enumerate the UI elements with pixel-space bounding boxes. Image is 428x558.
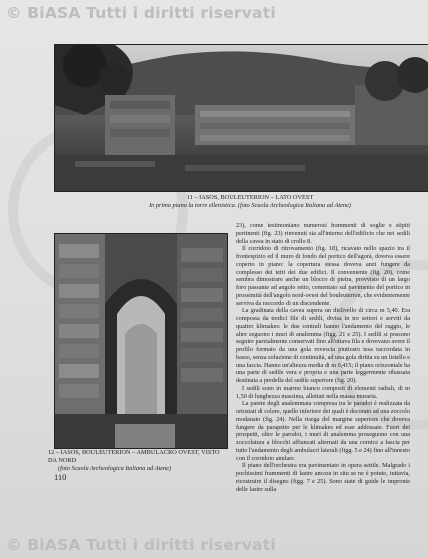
ruins-photo-image [55, 45, 428, 191]
page-number: 110 [54, 472, 67, 482]
watermark-top: © BiASA Tutti i diritti riservati [6, 4, 276, 22]
figure-11-caption-title: 11 – IASOS, BOULEUTERION – LATO OVEST [186, 194, 314, 201]
body-paragraph: Il corridoio di ritrovamento (fig. 18), ricavato nello spazio tra il frontespizio ed il muro di fondo del portico dell'agorà, doveva essere coperto in piano: la copertura stessa doveva anzi fungere da complesso dei tetti dei due edifici. Il conveniente (fig. 20), come sembra dimostrare anche un blocco di pietra, provvisto di un largo foro passante ad angolo retto, cementato sul pavimento del portico in prossimità dell'angolo nord-ovest del bouleuterion, che evidentemente serviva da raccordo di un discendente. [236, 245, 410, 307]
body-paragraph: 23), come testimoniano numerosi frammenti di soglie e stipiti pertinenti (fig. 23) rinvenuti sia all'interno dell'edificio che nei sedili della cavea in stato di crollo 8. [236, 222, 410, 245]
body-paragraph: La gradinata della cavea supera un dislivello di circa m 5,40. Era composta da tredici file di sedili, divisa in tre settori e serviti da quattro klimakes: le due centrali hanno l'andamento del raggio, le altre seguono i muri di analemma (figg. 21 e 25). I sedili si possono seguire parzialmente conservati fino all'ottava fila e dovevano avere il profilo formato da una gola rovescia piuttosto tesa raccordata in basso, senza soluzione di continuità, ad una gola diritta su un listello e una fascia. Hanno un'altezza media di m 0,415; il piano orizzontale ha una parte di sedile vera e propria e una parte leggermente ribassata destinata a predella del sedile superiore (fig. 20). [236, 307, 410, 384]
body-paragraph: La parete degli analemmata compresa tra le paradoi è realizzata da ortostati di colore, quello inferiore dei quali è decorato ad una zoccolo modanato (fig. 24). Nella risega del margine superiore che doveva fungere da parapetto per le klimakes ed esse addossate. Fuori dei prospetti, oltre le parodoi, i muri di analemma proseguono con una zoccolatura a blocchi affiancati alternati da una cornice a fascia per tutto l'andamento degli ambulacri laterali (figg. 5 e 24) fino all'innesto con il corridoio anulare. [236, 400, 410, 462]
body-paragraph: Il piano dell'orchestra era pavimentato in opera settile. Malgrado i pochissimi frammenti di lastre ancora in situ se ne è potuto, tuttavia, ricostruire il disegno (figg. 7 e 25). Sono state di guide le impronte delle lastre sulla [236, 462, 410, 493]
arched-passage-image [55, 234, 227, 448]
figure-11-caption-credit: In primo piano la torre ellenistica. (foto Scuola Archeologica Italiana ad Atene) [149, 202, 351, 209]
figure-11-caption [100, 194, 400, 210]
figure-12-photo [54, 233, 228, 449]
body-text-column [236, 222, 410, 536]
watermark-bottom: © BiASA Tutti i diritti riservati [6, 536, 276, 554]
figure-12-caption-credit: (foto Scuola Archeologica Italiana ad Atene) [58, 465, 172, 472]
figure-11-photo [54, 44, 428, 192]
body-paragraph: I sedili sono in marmo bianco composti di elementi radiali, di m 1,50 di lunghezza massima, allettati nella massa muraria. [236, 384, 410, 400]
figure-12-caption-title: 12 – IASOS, BOULEUTERION – AMBULACRO OVEST, VISTO DA NORD [48, 449, 220, 464]
figure-12-caption [48, 449, 228, 473]
